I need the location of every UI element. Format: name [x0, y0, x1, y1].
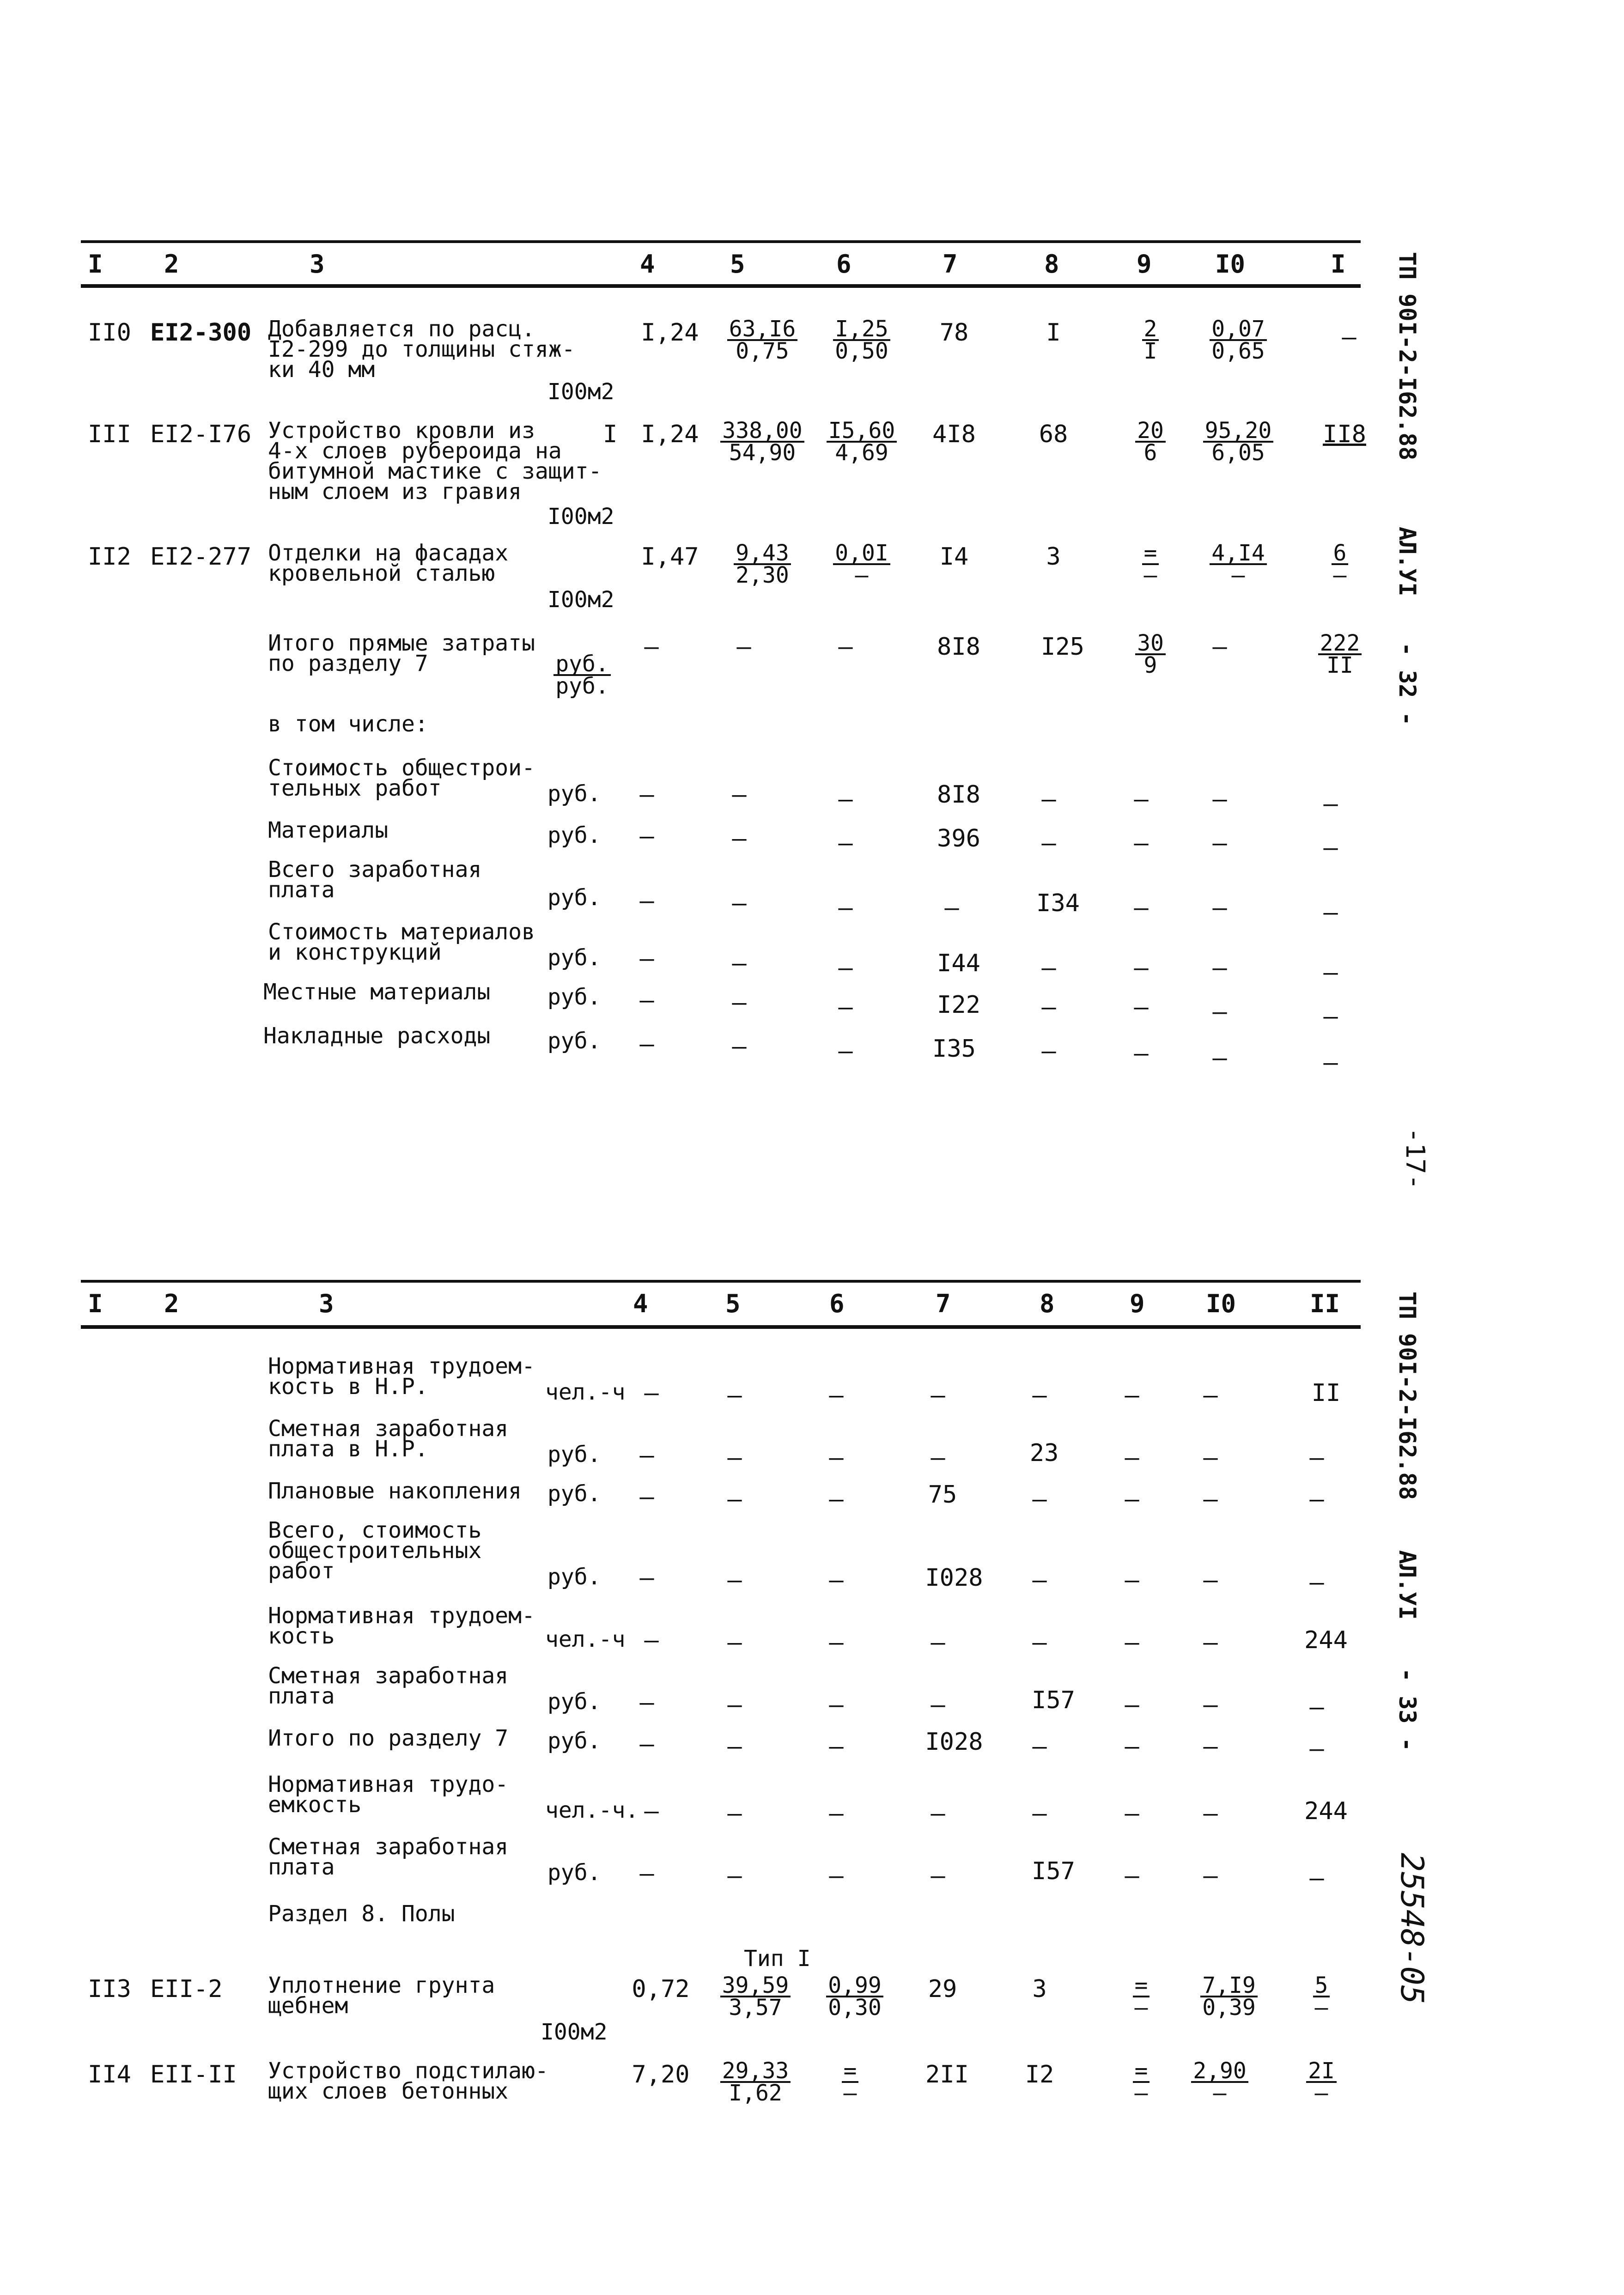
total-cost: I028 [925, 1728, 983, 1756]
machine-cost: — [829, 1733, 844, 1760]
quantity: — [644, 1626, 659, 1654]
labor-total: — [1309, 1485, 1324, 1513]
unit-cost: — [732, 1033, 747, 1060]
labor-unit: $\frac{95,20}{6,05}$ [1187, 420, 1289, 463]
quantity: 0,72 [632, 1975, 690, 2003]
work-description: Всего, стоимость общестроительных работ [268, 1517, 482, 1584]
page-number-top: - 32 - [1394, 642, 1421, 726]
col-2-header: 2 [164, 250, 179, 279]
quantity: — [639, 1689, 654, 1717]
machine-wages: — [1134, 829, 1149, 857]
archive-stamp: 25548-05 [1393, 1853, 1430, 2004]
work-description: Отделки на фасадах кровельной сталью [268, 540, 509, 586]
wages: — [1032, 1629, 1047, 1656]
labor-unit: — [1212, 1044, 1227, 1072]
col-6-header: 6 [829, 1289, 845, 1318]
album-bottom: АЛ.УI [1394, 1550, 1421, 1620]
quantity: — [639, 1030, 654, 1058]
total-cost: — [931, 1444, 945, 1472]
wages: 68 [1039, 420, 1068, 448]
machine-cost: — [838, 954, 853, 982]
total-label: Итого прямые затраты по разделу 7 [268, 630, 535, 676]
machine-cost: — [829, 1862, 844, 1890]
quantity: I,24 [641, 319, 699, 347]
labor-unit: 2,90 — [1169, 2061, 1271, 2103]
row-number: III [88, 420, 131, 448]
rate-code: ЕI2-I76 [150, 420, 252, 448]
machine-cost: — [829, 1629, 844, 1656]
work-description: Стоимость общестрои- тельных работ [268, 755, 535, 801]
quantity: — [644, 1797, 659, 1825]
col-6-header: 6 [836, 250, 852, 279]
unit-cost: $\frac{39,59}{3,57}$ [705, 1975, 806, 2018]
labor-unit: — [1203, 1629, 1218, 1656]
quantity: — [639, 1860, 654, 1887]
unit: I00м2 [547, 379, 614, 405]
total-cost: 29 [928, 1975, 957, 2003]
unit: руб. [547, 945, 601, 971]
work-description: Уплотнение грунта щебнем [268, 1972, 495, 2019]
machine-wages: $\frac{30}{9}$ [1100, 633, 1201, 676]
machine-cost: $\frac{0,99}{0,30}$ [804, 1975, 906, 2018]
labor-total: 6 — [1289, 543, 1391, 585]
col-3-header: 3 [310, 250, 325, 279]
quantity: — [639, 1730, 654, 1758]
unit: чел.-ч [545, 1626, 626, 1652]
wages: 3 [1032, 1975, 1047, 2003]
col-4-header: 4 [633, 1289, 648, 1318]
col-3-header: 3 [319, 1289, 334, 1318]
machine-cost: — [829, 1800, 844, 1827]
unit: чел.-ч [545, 1379, 626, 1405]
work-description: Плановые накопления [268, 1478, 522, 1504]
work-description: Добавляется по расц. I2-299 до толщины стяж- ки 40 мм [268, 316, 575, 383]
labor-total: 244 [1304, 1797, 1348, 1825]
total-cost: 4I8 [932, 420, 976, 448]
total-cost: 2II [925, 2061, 969, 2088]
wages: — [1032, 1800, 1047, 1827]
total-cost: — [931, 1691, 945, 1719]
unit-cost: — [732, 989, 747, 1017]
header-top-rule [81, 240, 1361, 243]
album-top: АЛ.УI [1394, 527, 1421, 597]
col-7-header: 7 [943, 250, 958, 279]
quantity: — [639, 1483, 654, 1511]
machine-cost: — [838, 894, 853, 922]
labor-total: — [1323, 790, 1338, 818]
machine-wages: $\frac{2}{I}$ [1100, 319, 1201, 361]
quantity: — [639, 1564, 654, 1592]
work-description: Нормативная трудо- емкость [268, 1771, 509, 1818]
machine-wages: — [1125, 1629, 1139, 1656]
rate-code: ЕI2-300 [150, 319, 252, 347]
folio-number: -17- [1400, 1127, 1430, 1190]
labor-total: II8 [1323, 420, 1366, 448]
total-cost: — [931, 1629, 945, 1656]
wages: — [1032, 1485, 1047, 1513]
unit-cost: — [727, 1629, 742, 1656]
machine-wages: — [1125, 1485, 1139, 1513]
labor-unit: — [1212, 785, 1227, 813]
rate-code: ЕI2-277 [150, 543, 252, 571]
machine-wages: — [1134, 993, 1149, 1021]
header-top-rule-2 [81, 1280, 1361, 1283]
unit: руб. [547, 1481, 601, 1507]
total-cost: 8I8 [937, 633, 980, 661]
labor-unit: — [1212, 954, 1227, 982]
unit: руб. [547, 984, 601, 1010]
unit-cost: — [727, 1566, 742, 1594]
unit: I00м2 [547, 587, 614, 613]
col-10-header: I0 [1206, 1289, 1236, 1318]
col-8-header: 8 [1040, 1289, 1055, 1318]
unit: руб. [547, 1689, 601, 1715]
section-title: Раздел 8. Полы [268, 1901, 455, 1927]
unit-cost: — [727, 1691, 742, 1719]
total-cost: I22 [937, 991, 980, 1019]
col-5-header: 5 [730, 250, 745, 279]
wages: — [1041, 829, 1056, 857]
labor-total: — [1309, 1569, 1324, 1596]
machine-cost: — [829, 1444, 844, 1472]
machine-wages: — [1125, 1566, 1139, 1594]
labor-total: — [1309, 1864, 1324, 1892]
total-cost: — [931, 1800, 945, 1827]
machine-cost: — [838, 633, 853, 661]
wages: I57 [1032, 1686, 1075, 1714]
header-bottom-rule [81, 284, 1361, 288]
unit: руб. [547, 822, 601, 848]
total-cost: 78 [939, 319, 969, 347]
labor-unit: — [1212, 998, 1227, 1026]
machine-cost: $\frac{I5,60}{4,69}$ [811, 420, 912, 463]
labor-total: — [1309, 1735, 1324, 1763]
wages: I57 [1032, 1857, 1075, 1885]
unit: руб. [547, 1564, 601, 1590]
work-description: Устройство кровли из 4-х слоев рубероида на битумной мастике с защит- ным слоем из гравия [268, 418, 602, 505]
machine-wages: $\frac{20}{6}$ [1100, 420, 1201, 463]
labor-unit: — [1203, 1444, 1218, 1472]
quantity: — [639, 781, 654, 809]
unit: чел.-ч. [545, 1797, 639, 1823]
quantity: — [644, 633, 659, 661]
work-description: Местные материалы [263, 979, 491, 1005]
total-cost: I35 [932, 1035, 976, 1063]
machine-cost: — [829, 1485, 844, 1513]
row-number: II4 [88, 2061, 131, 2088]
unit-cost: — [727, 1800, 742, 1827]
machine-wages: — [1125, 1444, 1139, 1472]
unit-cost: — [732, 781, 747, 809]
wages: I25 [1041, 633, 1084, 661]
unit-cost: $\frac{63,I6}{0,75}$ [712, 319, 813, 361]
labor-unit: — [1212, 633, 1227, 661]
work-description: Материалы [268, 817, 389, 843]
labor-unit: — [1203, 1566, 1218, 1594]
unit-cost: — [732, 950, 747, 977]
labor-total: — [1309, 1693, 1324, 1721]
work-description: Сметная заработная плата [268, 1663, 509, 1709]
machine-wages: — [1125, 1733, 1139, 1760]
unit-cost: — [727, 1733, 742, 1760]
wages: — [1032, 1566, 1047, 1594]
quantity: — [639, 887, 654, 915]
row-number: II2 [88, 543, 131, 571]
col-1-header: I [88, 250, 103, 279]
labor-unit: 4,I4 — [1187, 543, 1289, 585]
wages: I34 [1036, 889, 1080, 917]
unit-cost: — [736, 633, 751, 661]
doc-number-bottom: ТП 90I-2-I62.88 [1394, 1291, 1421, 1500]
machine-wages: — [1125, 1800, 1139, 1827]
quantity: — [644, 1379, 659, 1407]
row-number: II3 [88, 1975, 131, 2003]
machine-wages: = — [1100, 543, 1201, 585]
work-description: Итого по разделу 7 [268, 1725, 509, 1751]
labor-total: 5 — [1271, 1975, 1372, 2018]
machine-wages: = — [1090, 2061, 1192, 2103]
wages: I2 [1025, 2061, 1054, 2088]
total-cost: 396 [937, 825, 980, 852]
wages: 3 [1046, 543, 1061, 571]
labor-unit: — [1212, 894, 1227, 922]
col-5-header: 5 [725, 1289, 741, 1318]
unit: руб. [547, 1028, 601, 1054]
wages: — [1032, 1733, 1047, 1760]
quantity: — [639, 822, 654, 850]
col-8-header: 8 [1044, 250, 1059, 279]
machine-wages: = — [1090, 1975, 1192, 2018]
unit-cost: $\frac{29,33}{I,62}$ [705, 2061, 806, 2103]
col-9-header: 9 [1130, 1289, 1145, 1318]
row-number: II0 [88, 319, 131, 347]
col-11-header: II [1310, 1289, 1340, 1318]
col-9-header: 9 [1137, 250, 1152, 279]
unit: руб. руб. [545, 654, 619, 696]
total-cost: — [931, 1382, 945, 1409]
unit-cost: — [727, 1382, 742, 1409]
col-1-header: I [88, 1289, 103, 1318]
machine-wages: — [1134, 894, 1149, 922]
total-cost: — [944, 894, 959, 922]
unit-cost: — [727, 1444, 742, 1472]
machine-cost: — [838, 785, 853, 813]
machine-cost: — [838, 1037, 853, 1065]
wages: — [1041, 954, 1056, 982]
col-4-header: 4 [640, 250, 655, 279]
col-7-header: 7 [936, 1289, 951, 1318]
machine-wages: — [1134, 954, 1149, 982]
labor-unit: — [1203, 1485, 1218, 1513]
total-cost: 8I8 [937, 781, 980, 809]
labor-total: — [1323, 834, 1338, 862]
quantity: I,24 [641, 420, 699, 448]
header-bottom-rule-2 [81, 1325, 1361, 1329]
unit-cost: $\frac{9,43}{2,30}$ [712, 543, 813, 585]
machine-cost: — [829, 1382, 844, 1409]
total-cost: 75 [928, 1481, 957, 1509]
labor-unit: — [1203, 1691, 1218, 1719]
unit: руб. [547, 781, 601, 807]
work-description: Нормативная трудоем- кость в Н.Р. [268, 1353, 535, 1400]
total-cost: — [931, 1862, 945, 1890]
wages: — [1032, 1382, 1047, 1409]
labor-total: — [1323, 1049, 1338, 1077]
labor-unit: — [1203, 1800, 1218, 1827]
work-description: Сметная заработная плата в Н.Р. [268, 1416, 509, 1462]
wages: 23 [1029, 1439, 1059, 1467]
unit: I00м2 [541, 2019, 608, 2045]
machine-cost: — [829, 1691, 844, 1719]
col-11-header: I [1331, 250, 1346, 279]
labor-unit: $\frac{7,I9}{0,39}$ [1178, 1975, 1280, 2018]
work-description: Сметная заработная плата [268, 1834, 509, 1880]
including-label: в том числе: [268, 711, 428, 737]
unit: I00м2 [547, 504, 614, 530]
unit-cost: — [727, 1485, 742, 1513]
labor-unit: $\frac{0,07}{0,65}$ [1187, 319, 1289, 361]
labor-unit: — [1203, 1733, 1218, 1760]
work-description: Устройство подстилаю- щих слоев бетонных [268, 2058, 548, 2104]
work-description: Всего заработная плата [268, 857, 482, 903]
labor-total: $\frac{222}{II}$ [1289, 633, 1391, 676]
unit: руб. [547, 885, 601, 911]
machine-wages: — [1134, 1040, 1149, 1067]
labor-unit: — [1212, 829, 1227, 857]
work-description: Накладные расходы [263, 1023, 491, 1049]
quantity: — [639, 945, 654, 973]
doc-number-top: ТП 90I-2-I62.88 [1394, 252, 1421, 461]
machine-wages: — [1125, 1382, 1139, 1409]
total-cost: I4 [939, 543, 969, 571]
machine-cost: — [838, 829, 853, 857]
machine-wages: — [1125, 1691, 1139, 1719]
col-10-header: I0 [1215, 250, 1246, 279]
unit-cost: $\frac{338,00}{54,90}$ [712, 420, 813, 463]
work-description: Нормативная трудоем- кость [268, 1603, 535, 1649]
unit: руб. [547, 1728, 601, 1754]
labor-total: — [1323, 959, 1338, 986]
rate-code: ЕII-2 [150, 1975, 223, 2003]
wages: I [1046, 319, 1061, 347]
work-description: Стоимость материалов и конструкций [268, 919, 535, 965]
labor-total: — [1309, 1444, 1324, 1472]
labor-total: II [1311, 1379, 1341, 1407]
machine-cost: = — [799, 2061, 901, 2103]
type-note: Тип I [744, 1946, 811, 1972]
machine-cost: — [838, 993, 853, 1021]
labor-total: 244 [1304, 1626, 1348, 1654]
total-cost: I44 [937, 950, 980, 977]
wages: — [1041, 1037, 1056, 1065]
wages: — [1041, 993, 1056, 1021]
machine-cost: — [829, 1566, 844, 1594]
wages: — [1041, 785, 1056, 813]
unit: руб. [547, 1442, 601, 1467]
labor-unit: — [1203, 1382, 1218, 1409]
quantity: I,47 [641, 543, 699, 571]
unit-cost: — [732, 825, 747, 852]
labor-unit: — [1203, 1862, 1218, 1890]
machine-cost: $\frac{I,25}{0,50}$ [811, 319, 912, 361]
total-cost: I028 [925, 1564, 983, 1592]
machine-cost: 0,0I — [811, 543, 912, 585]
quantity: — [639, 986, 654, 1014]
col-2-header: 2 [164, 1289, 179, 1318]
unit-cost: — [732, 889, 747, 917]
unit: руб. [547, 1860, 601, 1886]
unit-cost: — [727, 1862, 742, 1890]
page-number-bottom: - 33 - [1394, 1668, 1421, 1752]
labor-total: 2I — [1271, 2061, 1372, 2103]
machine-wages: — [1125, 1862, 1139, 1890]
quantity: — [639, 1442, 654, 1469]
type-mark: I [603, 420, 618, 448]
labor-total: — [1323, 899, 1338, 926]
rate-code: ЕII-II [150, 2061, 237, 2088]
labor-total: — [1342, 323, 1356, 351]
labor-total: — [1323, 1003, 1338, 1030]
quantity: 7,20 [632, 2061, 690, 2088]
machine-wages: — [1134, 785, 1149, 813]
